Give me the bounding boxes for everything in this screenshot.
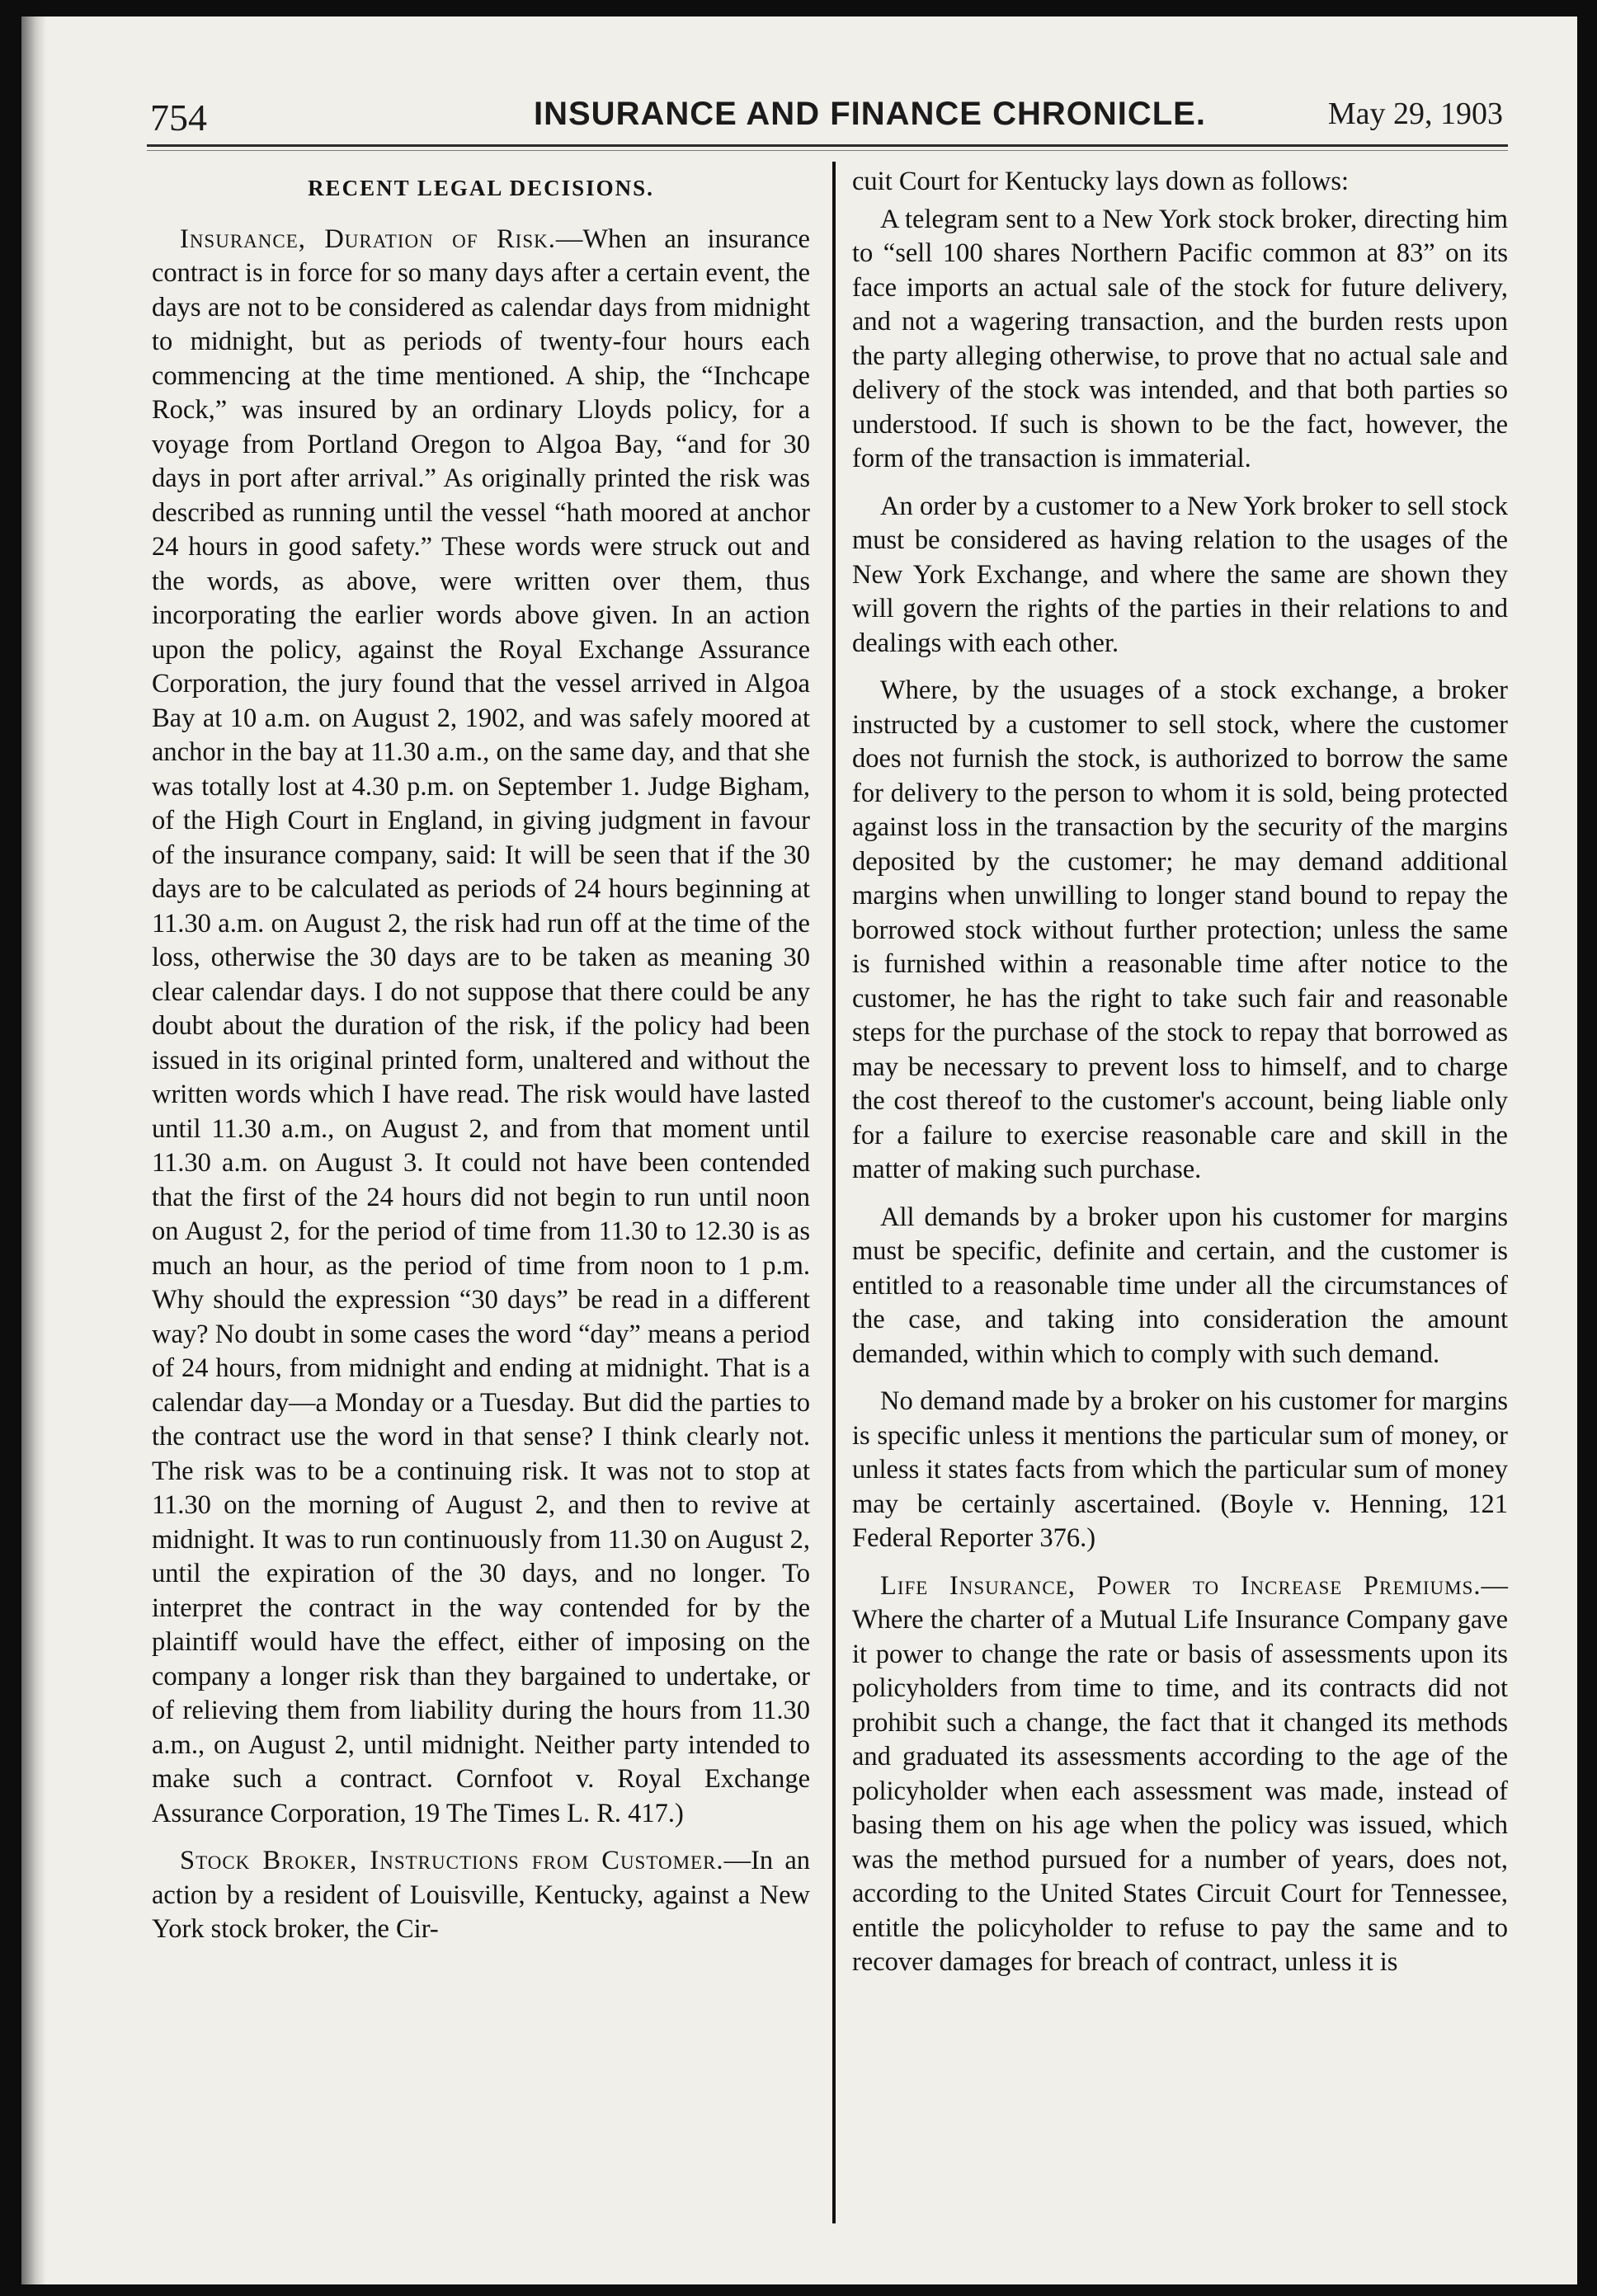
left-column bbox=[152, 165, 810, 1947]
paragraph: A telegram sent to a New York stock broker, directing him to “sell 100 shares Northern Pacific common at 83” on its face imports an actual sale of the stock for future delivery, and not a wagering transaction, and the burden rests upon the party alleging otherwise, to prove that no actual sale and delivery of the stock was intended, and that both parties so understood. If such is shown to be the fact, however, the form of the transaction is immaterial. bbox=[852, 204, 1508, 473]
newspaper-page bbox=[21, 16, 1577, 2284]
article-lead: Life Insurance, Power to Increase Premiums. bbox=[880, 1570, 1482, 1601]
page-edge-shadow bbox=[21, 16, 46, 2284]
article-duration-of-risk bbox=[152, 223, 810, 1832]
issue-date: May 29, 1903 bbox=[1327, 96, 1503, 131]
article-body: —In an action by a resident of Louisville, Kentucky, against a New York stock broker, the Cir- bbox=[152, 1846, 811, 1944]
page-header bbox=[150, 87, 1503, 153]
paragraph: No demand made by a broker on his customer for margins is specific unless it mentions the particular sum of money, or unless it states facts from which the particular sum of money may be certainly ascertained. (Boyle v. Henning, 121 Federal Reporter 376.) bbox=[852, 1386, 1508, 1553]
page-number: 754 bbox=[150, 96, 207, 139]
paragraph: All demands by a broker upon his customer for margins must be specific, definite and certain, and the customer is entitled to a reasonable time under all the circumstances of the case, and taking into consideration the amount demanded, within which to comply with such demand. bbox=[852, 1202, 1508, 1369]
paragraph: An order by a customer to a New York broker to sell stock must be considered as having relation to the usages of the New York Exchange, and where the same are shown they will govern the rights of the parties in their relations to and dealings with each other. bbox=[852, 491, 1508, 658]
article-body: —When an insurance contract is in force for so many days after a certain event, the days are not to be considered as calendar days from midnight to midnight, but as periods of twenty-four hours each commencing at the time mentioned. A ship, the “Inchcape Rock,” was insured by an ordinary Lloyds policy, for a voyage from Portland Oregon to Algoa Bay, “and for 30 days in port after arrival.” As originally printed the risk was described as running until the vessel “hath moored at anchor 24 hours in good safety.” These words were struck out and the words, as above, were written over them, thus incorporating the earlier words above given. In an action upon the policy, against the Royal Exchange Assurance Corporation, the jury found that the vessel arrived in Algoa Bay at 10 a.m. on August 2, 1902, and was safely moored at anchor in the bay at 11.30 a.m., on the same day, and that she was totally lost at 4.30 p.m. on September 1. Judge Bigham, of the High Court in England, in giving judgment in favour of the insurance company, said: It will be seen that if the 30 days are to be calculated as periods of 24 hours beginning at 11.30 a.m. on August 2, the risk had run off at the time of the loss, otherwise the 30 days are to be taken as meaning 30 clear calendar days. I do not suppose that there could be any doubt about the duration of the risk, if the policy had been issued in its original printed form, unaltered and without the written words which I have read. The risk would have lasted until 11.30 a.m., on August 2, and from that moment until 11.30 a.m. on August 3. It could not have been contended that the first of the 24 hours did not begin to run until noon on August 2, for the period of time from 11.30 to 12.30 is as much an hour, as the period of time from noon to 1 p.m. Why should the expression “30 days” be read in a different way? No doubt in some cases the word “day” means a period of 24 hours, from midnight and ending at midnight. That is a calendar day—a Monday or a Tuesday. But did the parties to the contract use the word in that sense? I think clearly not. The risk was to be a continuing risk. It was not to stop at 11.30 on the morning of August 2, and then to revive at midnight. It was to run continuously from 11.30 on August 2, until the expiration of the 30 days, and no longer. To interpret the contract in the way contended for by the plaintiff would have the effect, either of imposing on the company a longer risk than they bargained to undertake, or of relieving them from liability during the hours from 11.30 a.m., on August 2, until midnight. Neither party intended to make such a contract. Cornfoot v. Royal Exchange Assurance Corporation, 19 The Times L. R. 417.) bbox=[152, 223, 810, 1828]
article-life-insurance bbox=[852, 1569, 1508, 1980]
paragraph: Where, by the usuages of a stock exchange, a broker instructed by a customer to sell stock, where the customer does not furnish the stock, is authorized to borrow the same for delivery to the person to whom it is sold, being protected against loss in the transaction by the security of the margins deposited by the customer; he may demand additional margins when unwilling to longer stand bound to repay the borrowed stock without further protection; unless the same is furnished within a reasonable time after notice to the customer, he has the right to take such fair and reasonable steps for the purchase of the stock to repay that borrowed as may be necessary to prevent loss to himself, and to charge the cost thereof to the customer's account, being liable only for a failure to exercise reasonable care and skill in the matter of making such purchase. bbox=[852, 675, 1508, 1184]
header-rule bbox=[147, 144, 1508, 147]
paragraph: cuit Court for Kentucky lays down as follows: bbox=[852, 167, 1350, 196]
article-body: —Where the charter of a Mutual Life Insurance Company gave it power to change the rate or basis of assessments upon its policyholders from time to time, and its contracts did not prohibit such a change, the fact that it changed its methods and graduated its assessments according to the age of the policyholder when each assessment was made, instead of basing them on his age when the policy was issued, which was the method pursued for a number of years, does not, according to the United States Circuit Court for Tennessee, entitle the policyholder to refuse to pay the same and to recover damages for breach of contract, unless it is bbox=[852, 1570, 1508, 1977]
article-lead: Insurance, Duration of Risk. bbox=[180, 223, 556, 254]
header-rule-thin bbox=[147, 150, 1508, 151]
journal-title: INSURANCE AND FINANCE CHRONICLE. bbox=[534, 96, 1206, 132]
article-lead: Stock Broker, Instructions from Customer. bbox=[180, 1846, 724, 1875]
column-divider bbox=[832, 162, 836, 2223]
right-column bbox=[852, 165, 1508, 1980]
article-stock-broker bbox=[152, 1844, 810, 1947]
section-heading: RECENT LEGAL DECISIONS. bbox=[308, 176, 654, 200]
